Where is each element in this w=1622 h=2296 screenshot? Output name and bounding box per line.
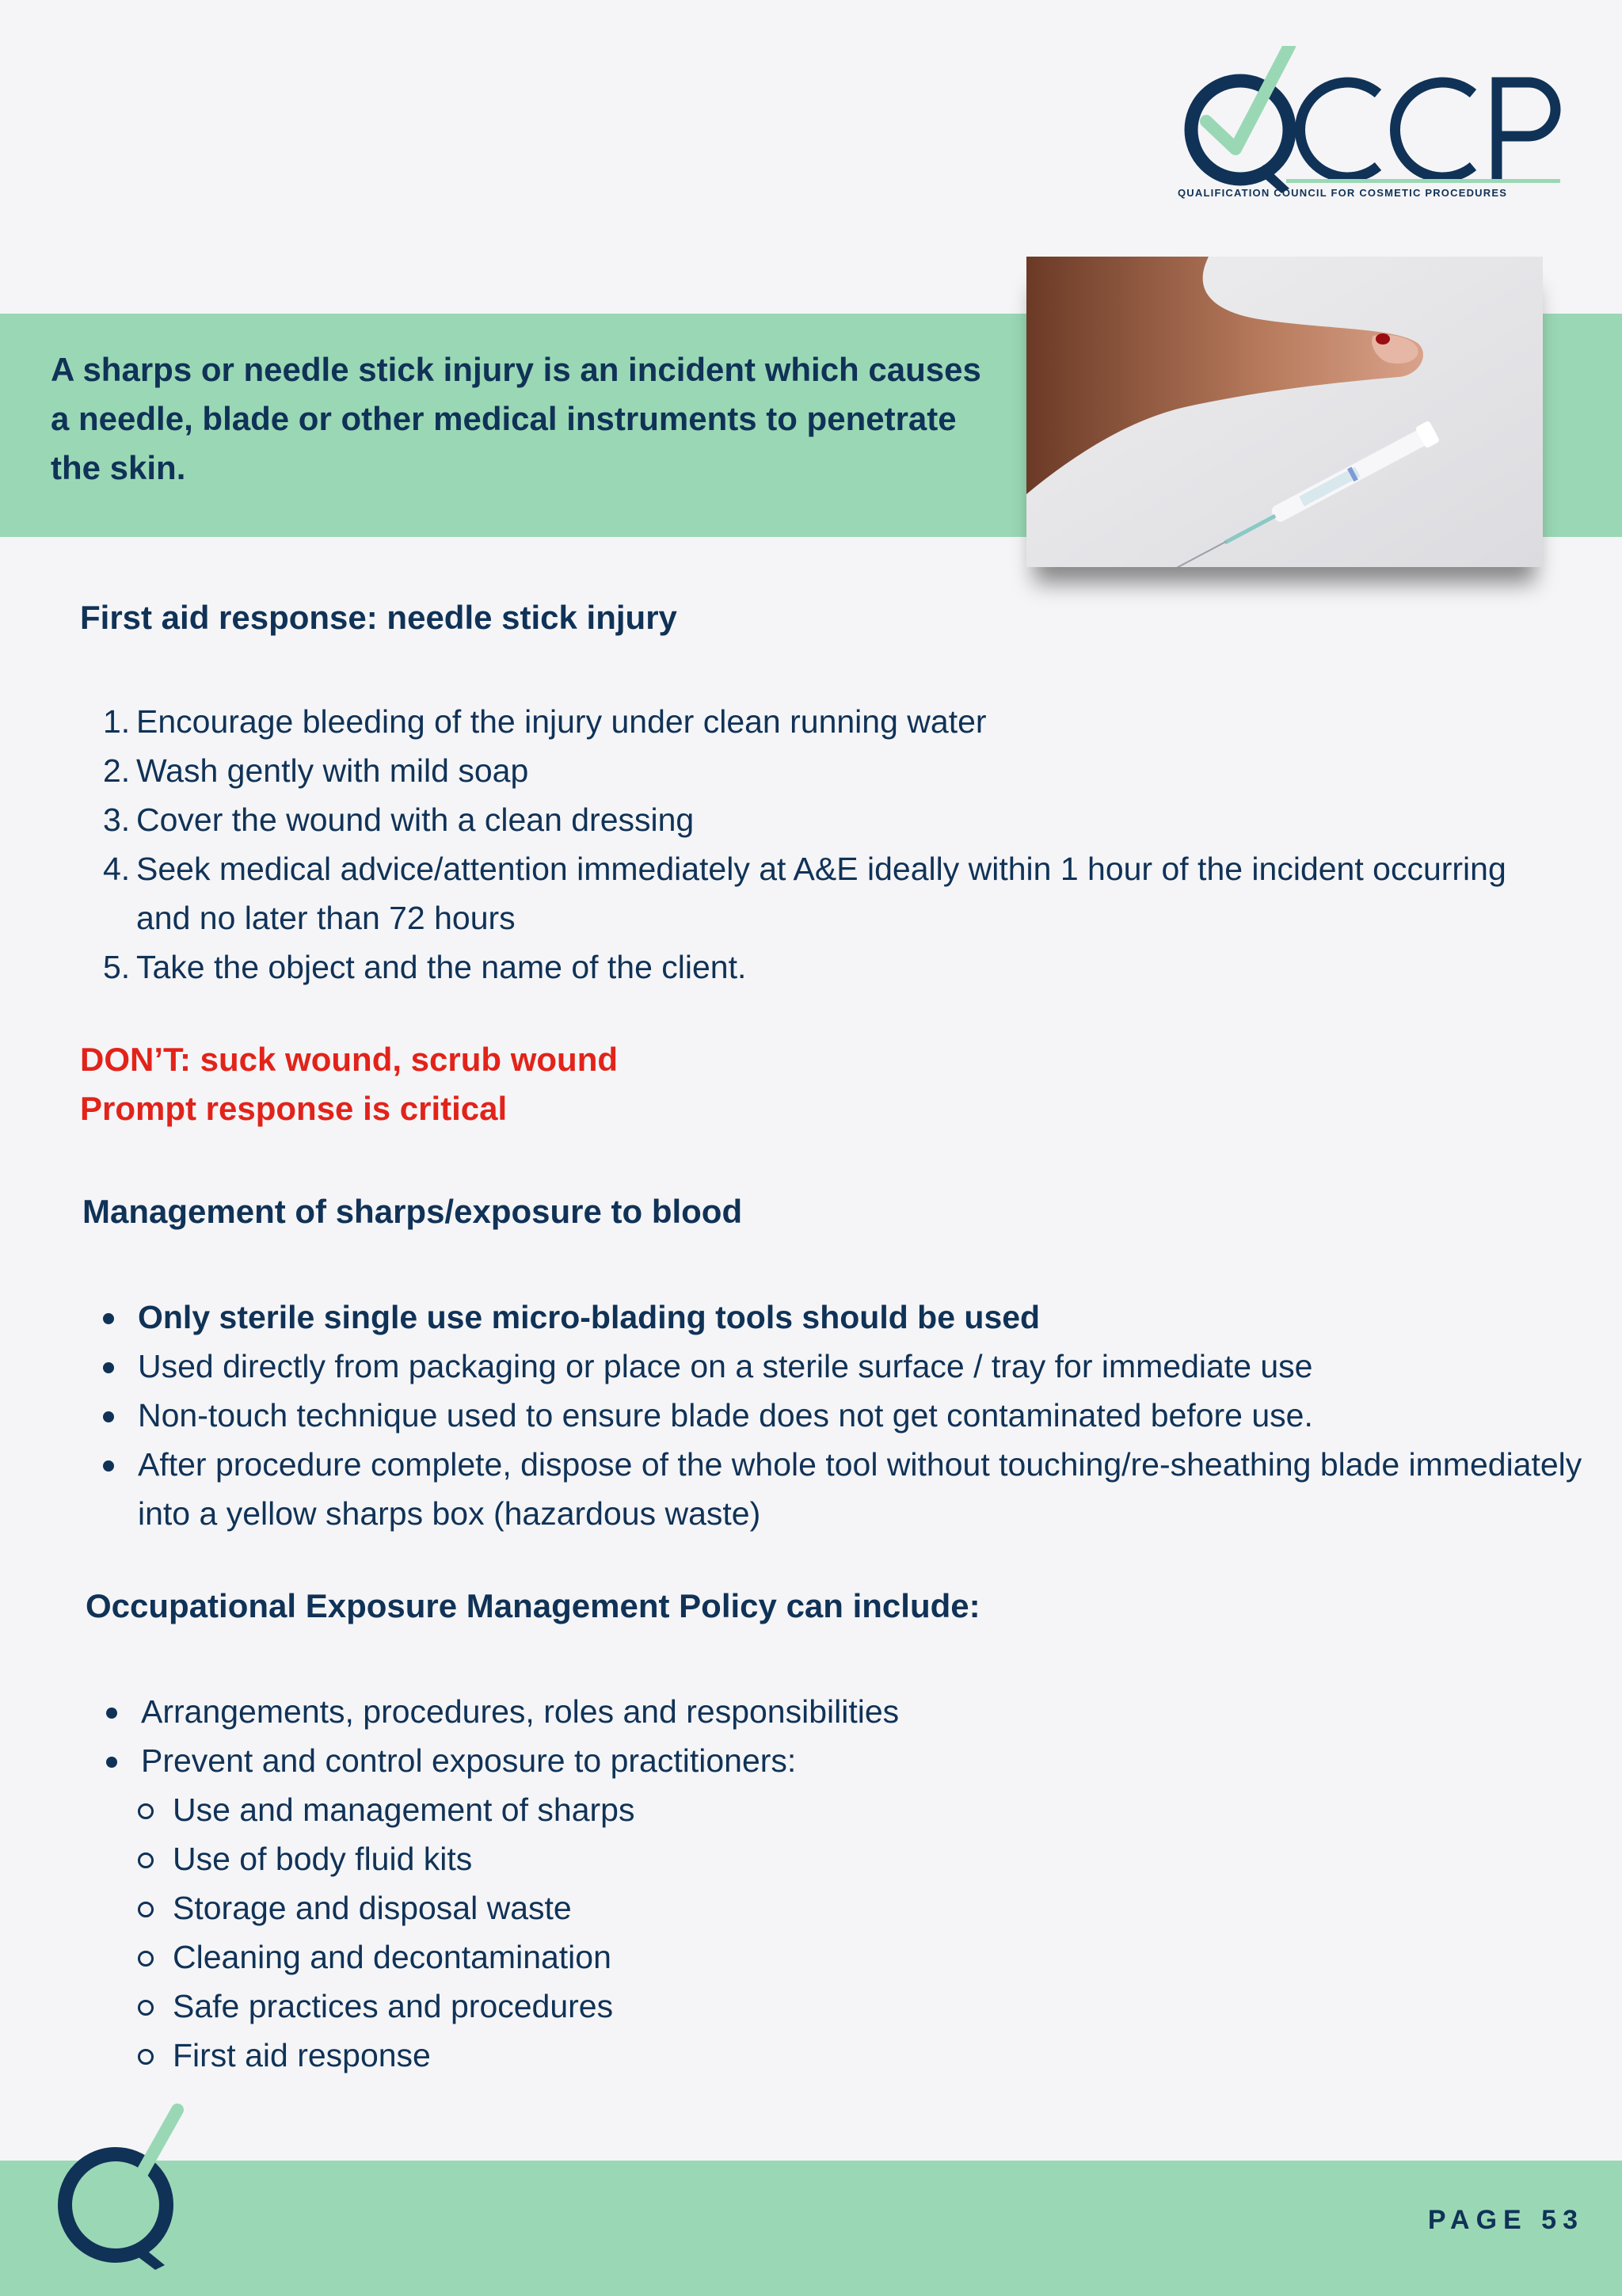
sub-item-text: Use and management of sharps (173, 1791, 635, 1828)
list-item-text: Arrangements, procedures, roles and responsibilities (141, 1693, 900, 1730)
footer-banner (0, 2161, 1622, 2296)
sub-item-text: Cleaning and decontamination (173, 1939, 611, 1975)
step-number: 2. (103, 752, 131, 789)
step-text: Cover the wound with a clean dressing (136, 802, 695, 838)
sub-list-item (59, 1883, 1563, 1932)
sub-item-text: First aid response (173, 2037, 431, 2073)
sub-list-item (59, 1932, 1563, 1982)
qccp-logo (1171, 46, 1567, 204)
circle-bullet-icon (138, 1803, 154, 1819)
sub-list-item (59, 2031, 1563, 2080)
step-text: Seek medical advice/attention immediately at A&E ideally within 1 hour of the incident occurring and no later than 72 hours (136, 851, 1506, 936)
sub-item-text: Safe practices and procedures (173, 1988, 614, 2024)
list-item-text: Non-touch technique used to ensure blade does not get contaminated before use. (138, 1397, 1313, 1434)
footer-logo-graphic (46, 2104, 196, 2270)
first-aid-heading: First aid response: needle stick injury (80, 599, 677, 636)
intro-text: A sharps or needle stick injury is an incident which causes a needle, blade or other medical instruments to penetrate the skin. (51, 351, 981, 486)
list-item (55, 942, 1560, 992)
list-item (59, 1687, 1563, 1736)
policy-sub-list (59, 1785, 1563, 2080)
sub-list-item (59, 1785, 1563, 1834)
sub-list-item (59, 1834, 1563, 1883)
list-item (55, 1391, 1584, 1440)
list-item-text: Prevent and control exposure to practitioners: (141, 1742, 797, 1779)
finger-needle-stick-photo (1026, 257, 1543, 567)
list-item (55, 746, 1560, 795)
q-checkmark-icon (46, 2104, 196, 2270)
bullet-icon (103, 1460, 114, 1472)
list-item (55, 1293, 1584, 1342)
page-number: PAGE 53 (1427, 2205, 1584, 2235)
list-item (55, 1440, 1595, 1538)
list-item (55, 697, 1560, 746)
list-item (59, 1736, 1563, 1785)
policy-list (59, 1687, 1563, 1785)
sub-item-text: Storage and disposal waste (173, 1890, 572, 1926)
bullet-icon (103, 1313, 114, 1324)
logo-tagline: QUALIFICATION COUNCIL FOR COSMETIC PROCEDURES (1178, 187, 1508, 199)
circle-bullet-icon (138, 1902, 154, 1917)
list-item-text: Only sterile single use micro-blading tools should be used (138, 1299, 1041, 1335)
qccp-logo-graphic (1171, 46, 1567, 204)
sharps-management-list (55, 1293, 1584, 1538)
first-aid-steps-list (55, 697, 1560, 992)
circle-bullet-icon (138, 2000, 154, 2016)
bullet-icon (106, 1708, 117, 1719)
warning-dont: DON’T: suck wound, scrub wound (80, 1041, 619, 1078)
step-number: 3. (103, 802, 131, 838)
list-item (55, 844, 1530, 942)
list-item-text: After procedure complete, dispose of the whole tool without touching/re-sheathing blade immediately into a yellow sharps box (hazardous waste) (138, 1446, 1582, 1532)
photo-illustration (1026, 257, 1543, 567)
sharps-management-heading: Management of sharps/exposure to blood (82, 1193, 743, 1230)
sub-item-text: Use of body fluid kits (173, 1841, 473, 1877)
step-text: Encourage bleeding of the injury under clean running water (136, 703, 987, 740)
sub-list-item (59, 1982, 1563, 2031)
step-text: Wash gently with mild soap (136, 752, 529, 789)
step-number: 1. (103, 703, 131, 740)
circle-bullet-icon (138, 1951, 154, 1967)
list-item (55, 1342, 1584, 1391)
bullet-icon (103, 1362, 114, 1373)
circle-bullet-icon (138, 2049, 154, 2065)
warning-prompt-response: Prompt response is critical (80, 1090, 508, 1127)
circle-bullet-icon (138, 1852, 154, 1868)
bullet-icon (103, 1411, 114, 1422)
step-number: 5. (103, 949, 131, 985)
list-item (55, 795, 1560, 844)
bullet-icon (106, 1757, 117, 1768)
step-number: 4. (103, 851, 131, 887)
list-item-text: Used directly from packaging or place on a sterile surface / tray for immediate use (138, 1348, 1313, 1384)
policy-heading: Occupational Exposure Management Policy can include: (86, 1587, 980, 1624)
step-text: Take the object and the name of the client. (136, 949, 747, 985)
